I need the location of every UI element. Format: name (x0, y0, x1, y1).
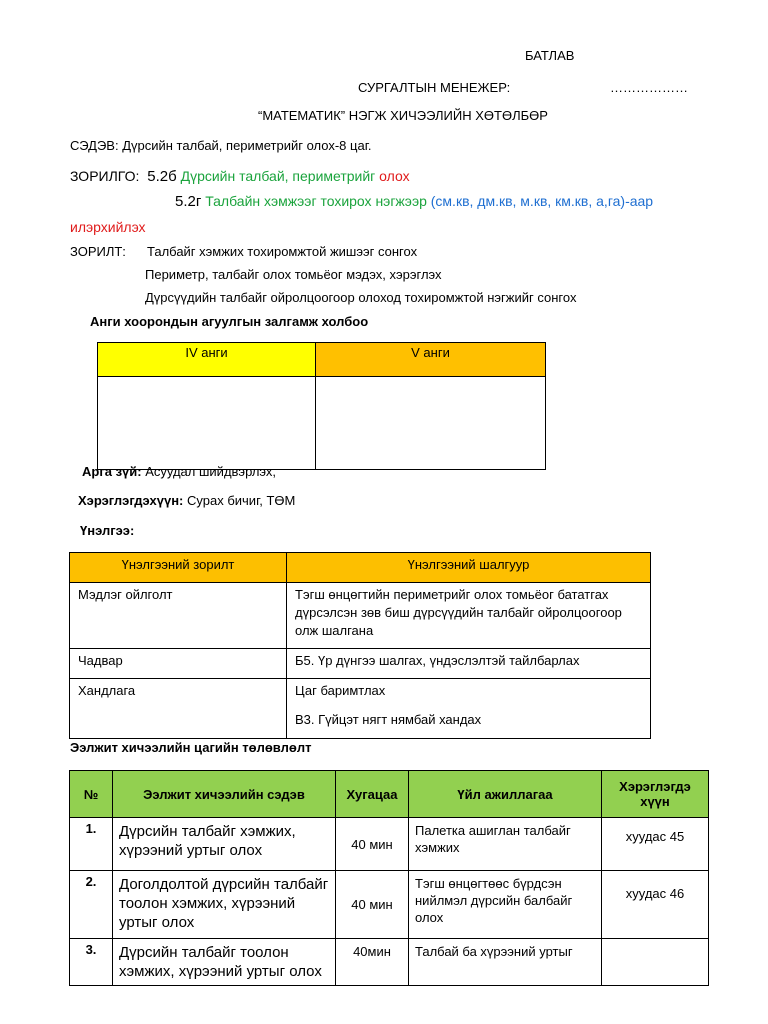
method-label: Арга зүй: (82, 464, 142, 479)
grade-4-cell (98, 377, 316, 470)
assessment-criteria-cell (287, 679, 651, 739)
objective-item-2: Периметр, талбайг олох томьёог мэдэх, хэрэглэх (145, 267, 442, 282)
class-link-table (97, 342, 546, 470)
assessment-criteria-line: В3. Гүйцэт нягт нямбай хандах (295, 712, 482, 727)
goal-code-2: 5.2г (175, 193, 202, 210)
goal-text-1: Дүрсийн талбай, периметрийг (180, 168, 376, 184)
plan-row-topic: Дүрсийн талбайг тоолон хэмжих, хүрээний уртыг олох (113, 939, 336, 986)
objective-label: ЗОРИЛТ: (70, 244, 126, 259)
approve-label: БАТЛАВ (525, 48, 575, 63)
plan-row-resource: хуудас 45 (602, 818, 709, 871)
grade-5-cell (316, 377, 546, 470)
assessment-criteria-line: Цаг баримтлах (295, 683, 386, 698)
goal-label: ЗОРИЛГО: (70, 168, 140, 184)
plan-col-activity: Үйл ажиллагаа (409, 771, 602, 818)
assessment-goal-cell: Мэдлэг ойлголт (70, 583, 287, 649)
assessment-goal-cell: Чадвар (70, 649, 287, 679)
plan-row-number: 1. (70, 818, 113, 871)
goal-line-3: илэрхийлэх (70, 219, 146, 235)
plan-row-activity: Талбай ба хүрээний уртыг (409, 939, 602, 986)
method-line (82, 464, 276, 479)
topic-line: СЭДЭВ: Дүрсийн талбай, периметрийг олох-8 цаг. (70, 138, 372, 153)
assessment-heading: Үнэлгээ: (80, 523, 135, 538)
assessment-criteria-cell: Б5. Үр дүнгээ шалгах, үндэслэлтэй тайлбарлах (287, 649, 651, 679)
objective-item-1: Талбайг хэмжих тохиромжтой жишээг сонгох (147, 244, 418, 259)
plan-col-time: Хугацаа (336, 771, 409, 818)
manager-label: СУРГАЛТЫН МЕНЕЖЕР: (358, 80, 511, 95)
goal-line-1 (70, 168, 410, 185)
objective-item-3: Дүрсүүдийн талбайг ойролцоогоор олоход тохиромжтой нэгжийг сонгох (145, 290, 577, 305)
assessment-goal-cell: Хандлага (70, 679, 287, 739)
plan-row-time: 40 мин (336, 871, 409, 939)
plan-row-time: 40 мин (336, 818, 409, 871)
plan-row-topic: Доголдолтой дүрсийн талбайг тоолон хэмжих, хүрээний уртыг олох (113, 871, 336, 939)
plan-row-number: 3. (70, 939, 113, 986)
assessment-goal-header: Үнэлгээний зорилт (70, 553, 287, 583)
plan-row-number: 2. (70, 871, 113, 939)
class-link-heading: Анги хоорондын агуулгын залгамж холбоо (90, 314, 369, 329)
goal-line-2 (175, 193, 653, 210)
plan-col-no: № (70, 771, 113, 818)
goal-units: (см.кв, дм.кв, м.кв, км.кв, а,га)-аар (430, 193, 654, 209)
plan-row-activity: Палетка ашиглан талбайг хэмжих (409, 818, 602, 871)
plan-heading: Ээлжит хичээлийн цагийн төлөвлөлт (70, 740, 312, 755)
program-title: “МАТЕМАТИК” НЭГЖ ХИЧЭЭЛИЙН ХӨТӨЛБӨР (258, 108, 548, 123)
manager-signature-line: ……………… (610, 80, 688, 95)
goal-code-1: 5.2б (147, 168, 177, 185)
method-value: Асуудал шийдвэрлэх, (145, 464, 277, 479)
grade-5-header: V анги (316, 343, 546, 377)
assessment-table (69, 552, 651, 739)
plan-col-topic: Ээлжит хичээлийн сэдэв (113, 771, 336, 818)
grade-4-header: IV анги (98, 343, 316, 377)
plan-row-topic: Дүрсийн талбайг хэмжих, хүрээний уртыг олох (113, 818, 336, 871)
plan-table (69, 770, 709, 986)
materials-label: Хэрэглэгдэхүүн: (78, 493, 184, 508)
plan-col-resource: Хэрэглэгдэ хүүн (602, 771, 709, 818)
assessment-criteria-cell: Тэгш өнцөгтийн периметрийг олох томьёог бататгах дүрсэлсэн зөв биш дүрсүүдийн талбайг ойролцоогоор олж шалгана (287, 583, 651, 649)
plan-row-resource: хуудас 46 (602, 871, 709, 939)
plan-row-resource (602, 939, 709, 986)
plan-row-time: 40мин (336, 939, 409, 986)
assessment-criteria-header: Үнэлгээний шалгуур (287, 553, 651, 583)
materials-line (78, 493, 295, 508)
plan-row-activity: Тэгш өнцөгтөөс бүрдсэн нийлмэл дүрсийн балбайг олох (409, 871, 602, 939)
materials-value: Сурах бичиг, ТӨМ (187, 493, 296, 508)
goal-text-1-verb: олох (379, 168, 410, 184)
goal-text-2: Талбайн хэмжээг тохирох нэгжээр (205, 193, 427, 209)
